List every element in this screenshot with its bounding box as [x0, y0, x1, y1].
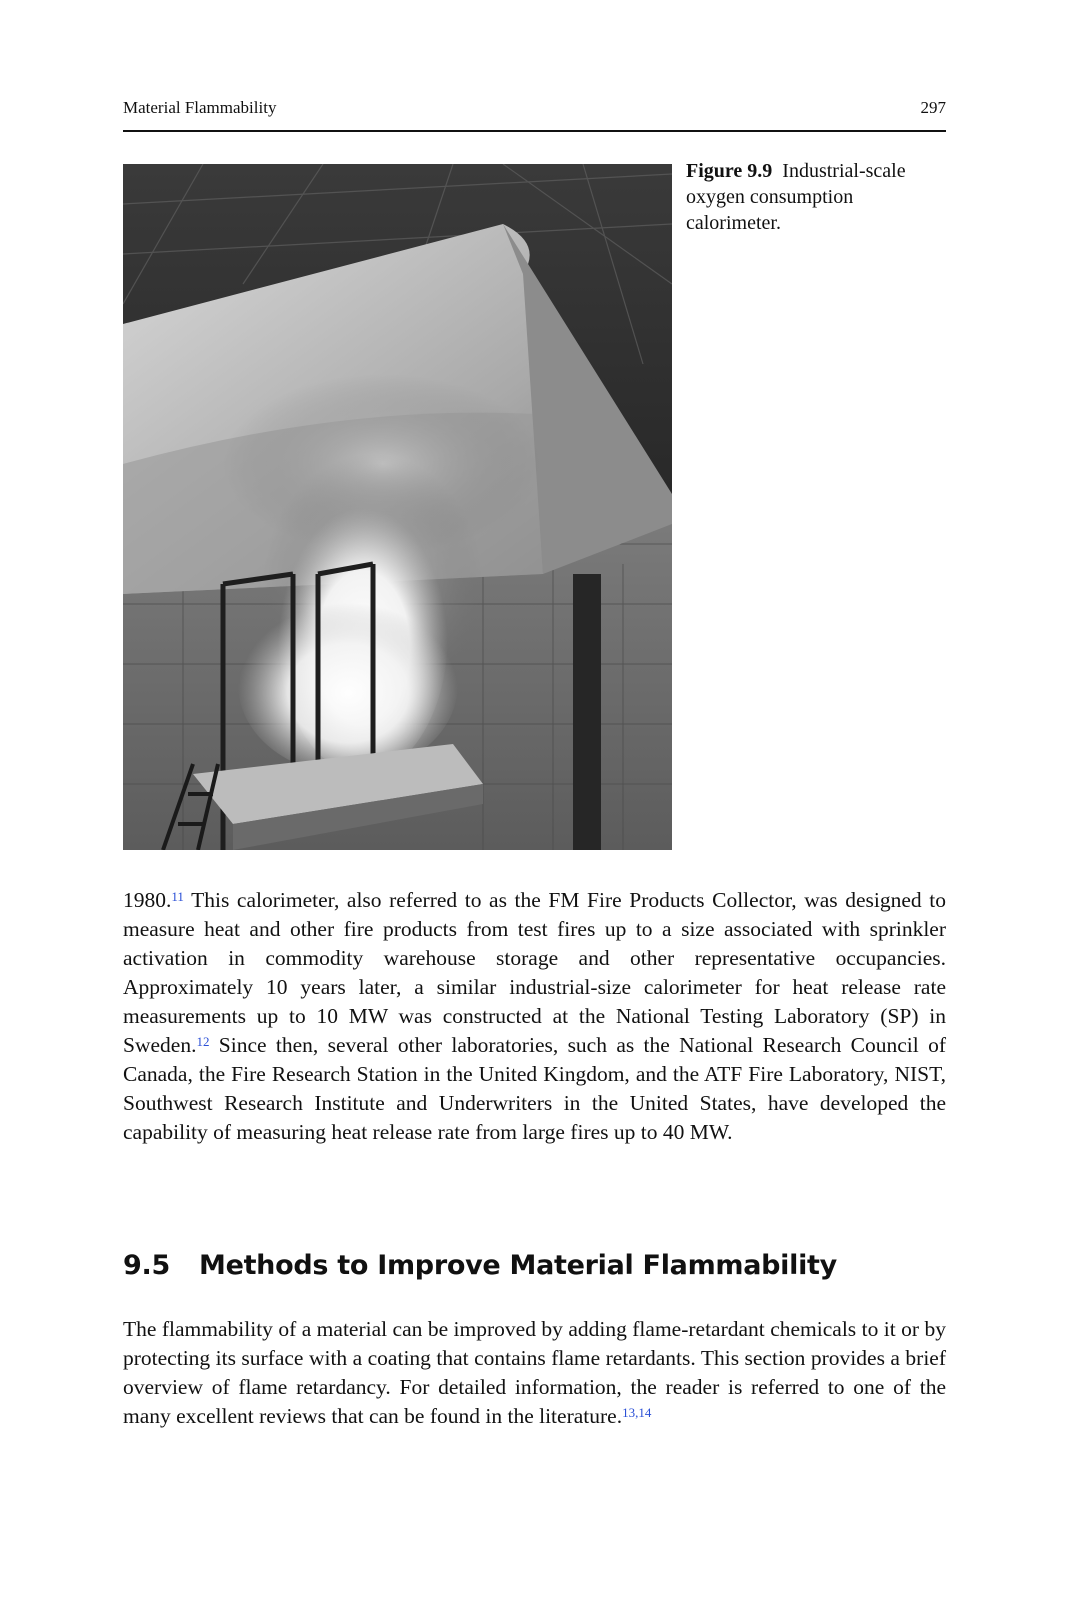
- paragraph-text: Since then, several other laboratories, such as the National Research Council of Canada, the Fire Research Station in the United Kingdom, and the ATF Fire Laboratory, NIST, Southwest Research Institute and Underwriters in the United States, have developed the capability of measuring heat release rate from large fires up to 40 MW.: [123, 1033, 946, 1144]
- reference-link-12[interactable]: 12: [196, 1034, 210, 1049]
- calorimeter-photo-illustration: [123, 164, 672, 850]
- reference-link-11[interactable]: 11: [171, 889, 184, 904]
- reference-link-13-14[interactable]: 13,14: [622, 1405, 652, 1420]
- body-paragraph-1: [123, 886, 946, 1147]
- running-title: Material Flammability: [123, 98, 277, 117]
- figure-caption-text: Industrial-scale oxygen consumption calorimeter.: [686, 160, 906, 234]
- figure-photo: [123, 164, 672, 850]
- section-title: Methods to Improve Material Flammability: [199, 1250, 837, 1281]
- paragraph-text: This calorimeter, also referred to as the FM Fire Products Collector, was designed to measure heat and other fire products from test fires up to a size associated with sprinkler activation in commodity warehouse storage and other representative occupancies. Approximately 10 years later, a similar industrial-size calorimeter for heat release rate measurements up to 10 MW was constructed at the National Testing Laboratory (SP) in Sweden.: [123, 888, 946, 1057]
- paragraph-text: The flammability of a material can be improved by adding flame-retardant chemicals to it or by protecting its surface with a coating that contains flame retardants. This section provides a brief overview of flame retardancy. For detailed information, the reader is referred to one of the many excellent reviews that can be found in the literature.: [123, 1317, 946, 1428]
- paragraph-text: 1980.: [123, 888, 172, 912]
- running-header: [123, 98, 946, 124]
- page-number: 297: [920, 98, 946, 117]
- figure-caption: [686, 158, 948, 236]
- header-rule: [123, 130, 946, 132]
- body-paragraph-2: [123, 1315, 946, 1431]
- figure-label: Figure 9.9: [686, 160, 773, 182]
- section-heading: [123, 1250, 837, 1281]
- section-number: 9.5: [123, 1250, 170, 1281]
